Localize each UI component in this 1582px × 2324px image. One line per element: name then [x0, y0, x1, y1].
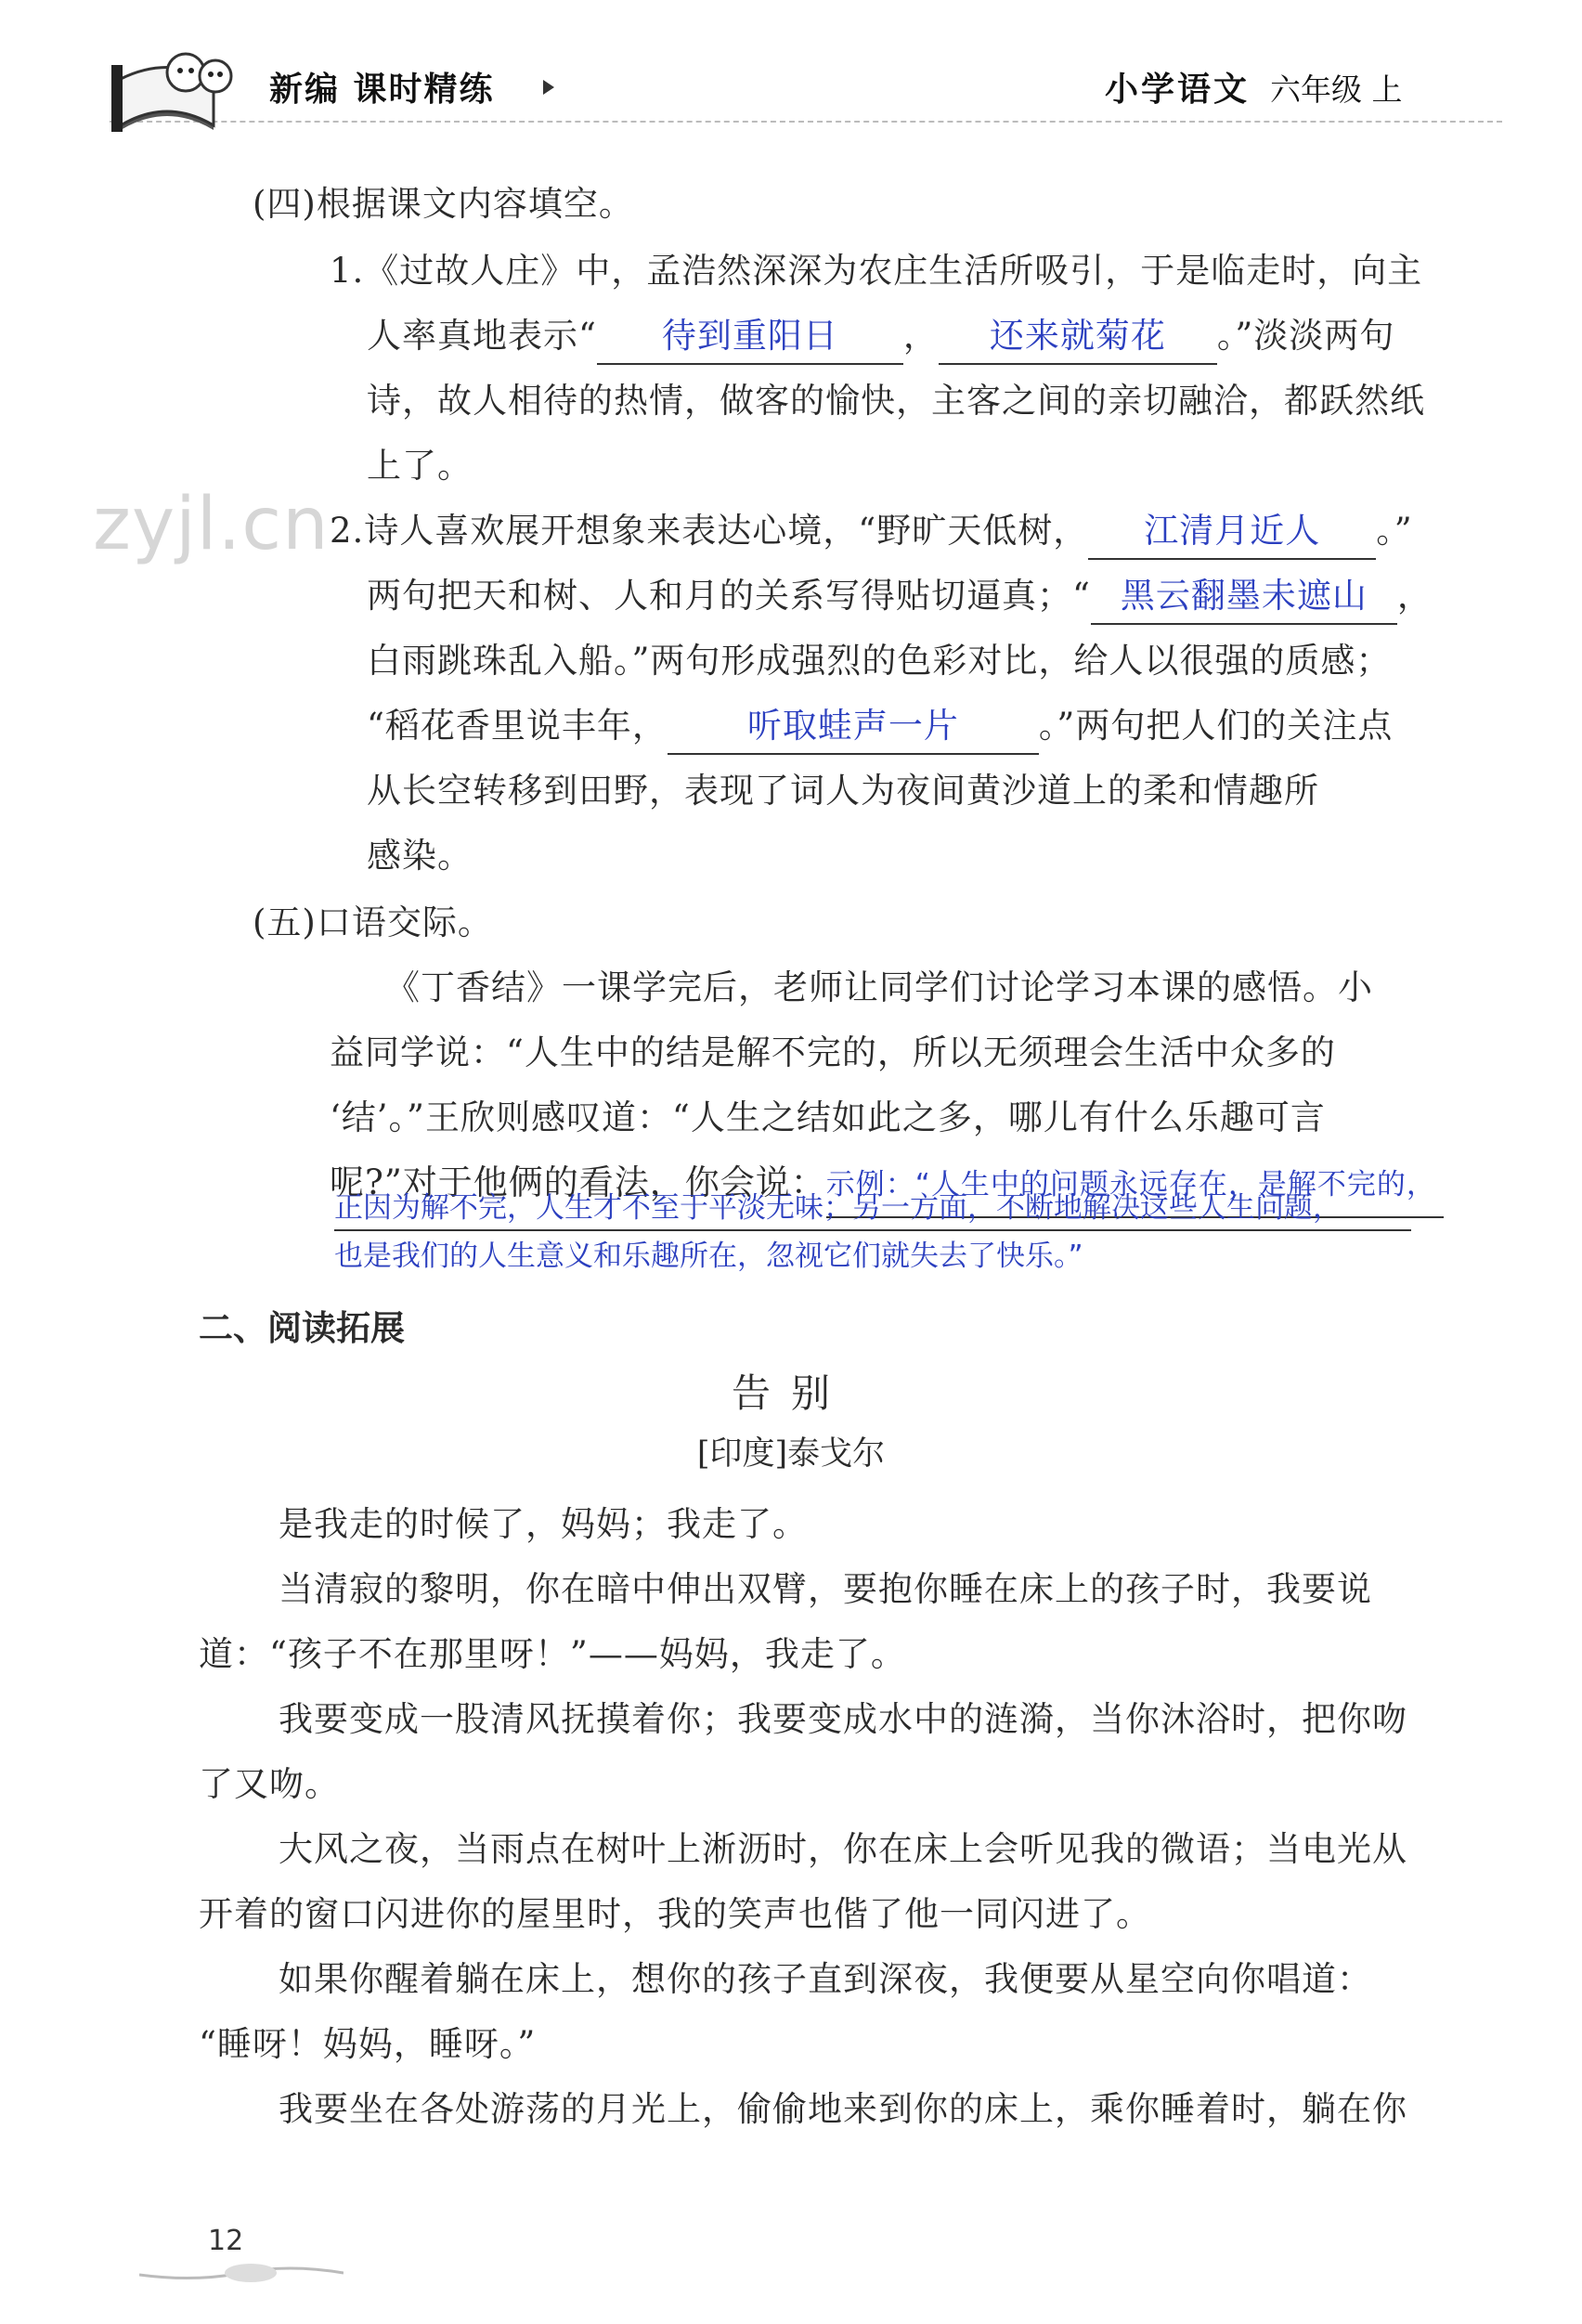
part5-answer-a: 示例：“人生中的问题永远存在，是解不完的，: [826, 1153, 1444, 1218]
triangle-icon: [543, 80, 554, 95]
part5-line1: 《丁香结》一课学完后，老师让同学们讨论学习本课的感悟。小: [385, 967, 1373, 1007]
q2-line4: “稻花香里说丰年， 听取蛙声一片 。”两句把人们的关注点: [367, 695, 1393, 758]
part5-answer-b: 正因为解不完，人生才不至于平淡无味；另一方面，不断地解决这些人生问题，: [334, 1187, 1411, 1231]
part5-heading: (五)口语交际。: [253, 902, 493, 942]
reading-line: 道：“孩子不在那里呀！”——妈妈，我走了。: [199, 1634, 906, 1674]
q2-answer2: 黑云翻墨未遮山: [1091, 575, 1397, 625]
series-logo: 新编 课时精练: [269, 71, 495, 109]
q2-line1: 2.诗人喜欢展开想象来表达心境，“野旷天低树， 江清月近人 。”: [330, 500, 1413, 563]
part5-answer-c: 也是我们的人生意义和乐趣所在，忽视它们就失去了快乐。”: [334, 1240, 1083, 1273]
reading-line: 我要变成一股清风抚摸着你；我要变成水中的涟漪，当你沐浴时，把你吻: [279, 1699, 1407, 1739]
q1-line1: 1.《过故人庄》中，孟浩然深深为农庄生活所吸引，于是临走时，向主: [330, 251, 1423, 291]
reading-line: “睡呀！妈妈，睡呀。”: [199, 2024, 537, 2064]
header-subject: 小学语文 六年级 上: [1105, 71, 1403, 109]
q1-line2: 人率真地表示“ 待到重阳日 ， 还来就菊花 。”淡淡两句: [367, 305, 1394, 368]
q1-answer1: 待到重阳日: [597, 315, 903, 365]
book-mascot-icon: [111, 37, 269, 139]
part4-heading: (四)根据课文内容填空。: [253, 184, 634, 224]
reading-line: 我要坐在各处游荡的月光上，偷偷地来到你的床上，乘你睡着时，躺在你: [279, 2089, 1407, 2129]
q2-line3: 白雨跳珠乱入船。”两句形成强烈的色彩对比，给人以很强的质感；: [367, 641, 1392, 681]
reading-line: 当清寂的黎明，你在暗中伸出双臂，要抱你睡在床上的孩子时，我要说: [279, 1569, 1372, 1609]
reading-line: 了又吻。: [199, 1764, 340, 1804]
reading-line: 大风之夜，当雨点在树叶上淅沥时，你在床上会听见我的微语；当电光从: [279, 1829, 1407, 1869]
q2-answer1: 江清月近人: [1088, 510, 1376, 560]
reading-line: 是我走的时候了，妈妈；我走了。: [279, 1504, 808, 1544]
q2-line5: 从长空转移到田野，表现了词人为夜间黄沙道上的柔和情趣所: [367, 771, 1319, 811]
part5-line3: ‘结’。”王欣则感叹道：“人生之结如此之多，哪儿有什么乐趣可言: [330, 1097, 1326, 1137]
header-grade: 六年级 上: [1270, 71, 1403, 108]
watermark: zyjl.cn: [93, 483, 330, 566]
footer-ornament-icon: [139, 2256, 344, 2284]
poem-author: [印度]泰戈尔: [696, 1435, 886, 1473]
q1-line3: 诗，故人相待的热情，做客的愉快，主客之间的亲切融洽，都跃然纸: [367, 381, 1425, 421]
q2-line2: 两句把天和树、人和月的关系写得贴切逼真；“ 黑云翻墨未遮山 ，: [367, 565, 1433, 628]
section-heading: 二、阅读拓展: [199, 1308, 405, 1348]
q1-line4: 上了。: [367, 446, 473, 486]
reading-line: 如果你醒着躺在床上，想你的孩子直到深夜，我便要从星空向你唱道：: [279, 1959, 1372, 1999]
poem-title: 告别: [731, 1370, 850, 1416]
page-number: 12: [208, 2225, 244, 2257]
q1-answer2: 还来就菊花: [939, 315, 1217, 365]
q2-answer3: 听取蛙声一片: [668, 705, 1039, 755]
part5-line4: 呢?”对于他俩的看法，你会说：示例：“人生中的问题永远存在，是解不完的，: [330, 1151, 1444, 1218]
part5-line2: 益同学说：“人生中的结是解不完的，所以无须理会生活中众多的: [330, 1032, 1336, 1072]
q2-line6: 感染。: [367, 836, 473, 876]
reading-line: 开着的窗口闪进你的屋里时，我的笑声也偕了他一同闪进了。: [199, 1894, 1151, 1934]
